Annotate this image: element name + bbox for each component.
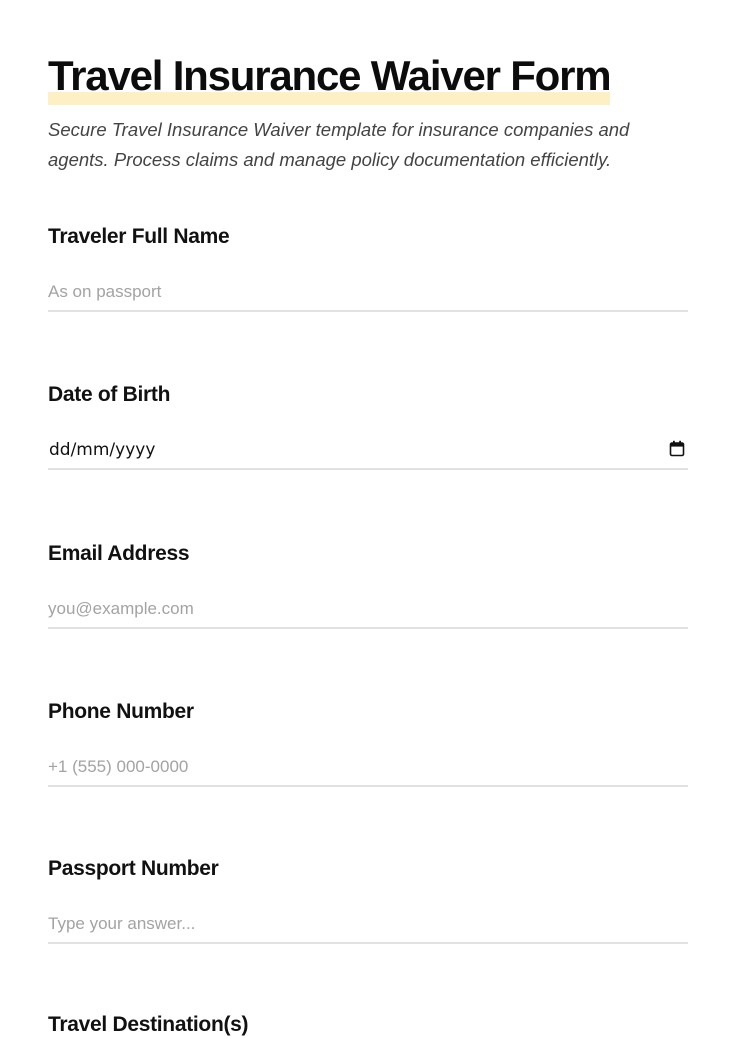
- passport-number-input[interactable]: [48, 904, 688, 944]
- field-label: Date of Birth: [48, 383, 171, 406]
- email-address-input[interactable]: [48, 589, 688, 629]
- traveler-full-name-input[interactable]: [48, 272, 688, 312]
- field-email-address: [48, 541, 688, 618]
- input-placeholder: you@example.com: [48, 599, 194, 618]
- form-title-wrap: [48, 52, 610, 100]
- field-label: Travel Destination(s): [48, 1013, 249, 1036]
- date-format-text: dd/mm/yyyy: [49, 440, 156, 460]
- date-of-birth-input[interactable]: [48, 430, 688, 470]
- input-placeholder: Type your answer...: [48, 914, 196, 933]
- input-placeholder: +1 (555) 000-0000: [48, 757, 189, 776]
- form-description: Secure Travel Insurance Waiver template for insurance companies and agents. Process claims and manage policy documentation efficiently.: [48, 119, 630, 170]
- field-phone-number: [48, 699, 688, 776]
- phone-number-input[interactable]: [48, 747, 688, 787]
- field-label: Traveler Full Name: [48, 225, 230, 248]
- field-passport-number: [48, 856, 688, 933]
- field-label: Phone Number: [48, 700, 194, 723]
- field-label: Passport Number: [48, 857, 219, 880]
- field-traveler-full-name: [48, 224, 688, 301]
- field-label: Email Address: [48, 542, 190, 565]
- calendar-icon[interactable]: [669, 440, 685, 457]
- field-date-of-birth: [48, 382, 688, 460]
- form-title: Travel Insurance Waiver Form: [48, 52, 611, 99]
- input-placeholder: As on passport: [48, 282, 162, 301]
- field-travel-destinations: [48, 1012, 688, 1036]
